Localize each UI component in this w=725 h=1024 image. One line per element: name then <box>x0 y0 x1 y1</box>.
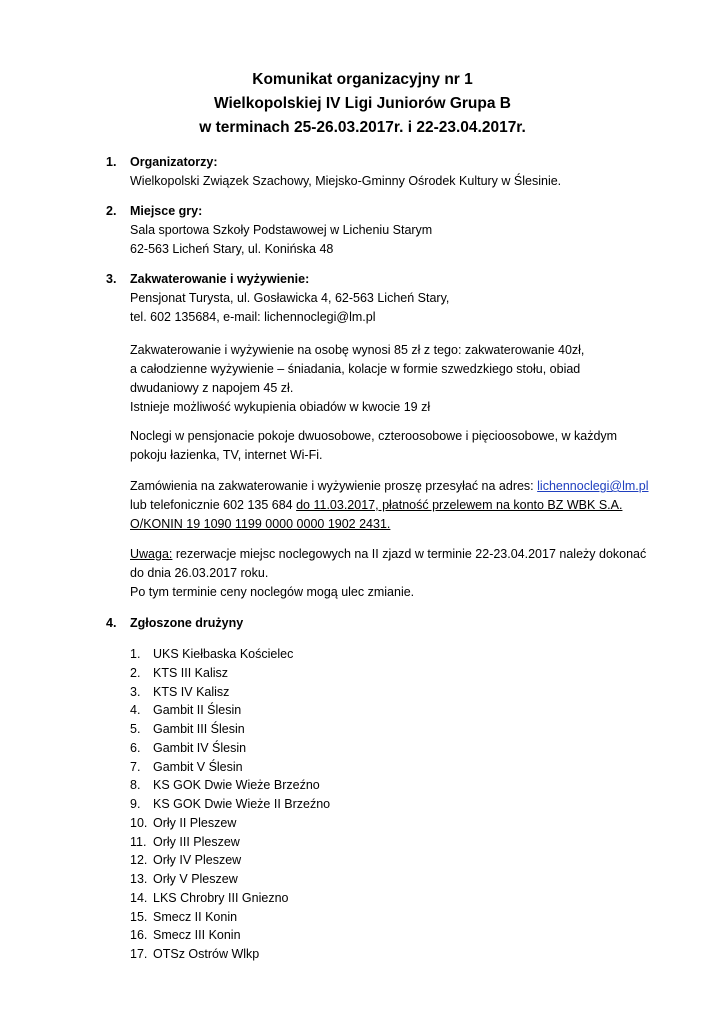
document-title-line-2: Wielkopolskiej IV Ligi Juniorów Grupa B <box>214 95 511 112</box>
section-2-heading: Miejsce gry: <box>130 204 203 218</box>
orders-line-2-text: lub telefonicznie 602 135 684 <box>130 498 297 512</box>
team-number: 5. <box>130 722 141 736</box>
note-line-1-text: rezerwacje miejsc noclegowych na II zjazd w terminie 22-23.04.2017 należy dokonać <box>172 547 647 561</box>
pricing-line-1: Zakwaterowanie i wyżywienie na osobę wynosi 85 zł z tego: zakwaterowanie 40zł, <box>130 343 585 357</box>
team-number: 4. <box>130 703 141 717</box>
team-name: KTS III Kalisz <box>153 666 229 680</box>
team-name: KS GOK Dwie Wieże Brzeźno <box>153 778 320 792</box>
team-name: Gambit III Ślesin <box>153 722 245 736</box>
team-name: Orły IV Pleszew <box>153 853 242 867</box>
team-name: Orły II Pleszew <box>153 816 237 830</box>
team-number: 14. <box>130 891 148 905</box>
team-name: Orły V Pleszew <box>153 872 238 886</box>
team-name: KS GOK Dwie Wieże II Brzeźno <box>153 797 331 811</box>
section-4-number: 4. <box>106 616 117 630</box>
team-name: Gambit V Ślesin <box>153 760 243 774</box>
pricing-line-2: a całodzienne wyżywienie – śniadania, kolacje w formie szwedzkiego stołu, obiad <box>130 362 581 376</box>
team-number: 1. <box>130 647 141 661</box>
team-number: 12. <box>130 853 148 867</box>
note-label: Uwaga: <box>130 547 173 561</box>
team-number: 3. <box>130 685 141 699</box>
team-name: Smecz III Konin <box>153 928 241 942</box>
document-title-line-3: w terminach 25-26.03.2017r. i 22-23.04.2017r. <box>199 119 526 136</box>
section-4-heading: Zgłoszone drużyny <box>130 616 244 630</box>
rooms-line-1: Noclegi w pensjonacie pokoje dwuosobowe, czteroosobowe i pięcioosobowe, w każdym <box>130 429 618 443</box>
note-line-3: Po tym terminie ceny noclegów mogą ulec zmianie. <box>130 585 415 599</box>
orders-line-1-text: Zamówienia na zakwaterowanie i wyżywienie proszę przesyłać na adres: <box>130 479 538 493</box>
team-name: LKS Chrobry III Gniezno <box>153 891 289 905</box>
team-name: Gambit II Ślesin <box>153 703 242 717</box>
team-number: 13. <box>130 872 148 886</box>
venue-line-2: 62-563 Licheń Stary, ul. Konińska 48 <box>130 242 334 256</box>
note-line-1 <box>130 546 646 562</box>
note-line-2: do dnia 26.03.2017 roku. <box>130 566 269 580</box>
lodging-address: Pensjonat Turysta, ul. Gosławicka 4, 62-563 Licheń Stary, <box>130 291 450 305</box>
team-number: 16. <box>130 928 148 942</box>
team-number: 8. <box>130 778 141 792</box>
team-name: OTSz Ostrów Wlkp <box>153 947 260 961</box>
section-1-number: 1. <box>106 155 117 169</box>
team-number: 17. <box>130 947 148 961</box>
team-number: 9. <box>130 797 141 811</box>
email-link[interactable]: lichennoclegi@lm.pl <box>537 479 649 493</box>
orders-line-1 <box>130 478 649 494</box>
team-number: 15. <box>130 910 148 924</box>
venue-line-1: Sala sportowa Szkoły Podstawowej w Licheniu Starym <box>130 223 433 237</box>
section-3-number: 3. <box>106 272 117 286</box>
pricing-line-4: Istnieje możliwość wykupienia obiadów w kwocie 19 zł <box>130 400 431 414</box>
team-name: KTS IV Kalisz <box>153 685 230 699</box>
section-3-heading: Zakwaterowanie i wyżywienie: <box>130 272 310 286</box>
orders-line-2 <box>130 497 622 513</box>
team-number: 11. <box>130 835 147 849</box>
rooms-line-2: pokoju łazienka, TV, internet Wi-Fi. <box>130 448 323 462</box>
bank-account-text: O/KONIN 19 1090 1199 0000 0000 1902 2431. <box>130 517 391 531</box>
pricing-line-3: dwudaniowy z napojem 45 zł. <box>130 381 294 395</box>
team-name: Orły III Pleszew <box>153 835 240 849</box>
team-number: 2. <box>130 666 141 680</box>
team-number: 10. <box>130 816 148 830</box>
organizers-text: Wielkopolski Związek Szachowy, Miejsko-Gminny Ośrodek Kultury w Ślesinie. <box>130 174 562 188</box>
section-2-number: 2. <box>106 204 117 218</box>
team-name: UKS Kiełbaska Kościelec <box>153 647 294 661</box>
section-1-heading: Organizatorzy: <box>130 155 218 169</box>
team-number: 6. <box>130 741 141 755</box>
team-number: 7. <box>130 760 141 774</box>
team-name: Gambit IV Ślesin <box>153 741 247 755</box>
orders-deadline-text: do 11.03.2017, płatność przelewem na konto BZ WBK S.A. <box>296 498 623 512</box>
lodging-contact: tel. 602 135684, e-mail: lichennoclegi@lm.pl <box>130 310 376 324</box>
team-name: Smecz II Konin <box>153 910 238 924</box>
document-title-line-1: Komunikat organizacyjny nr 1 <box>252 71 473 88</box>
